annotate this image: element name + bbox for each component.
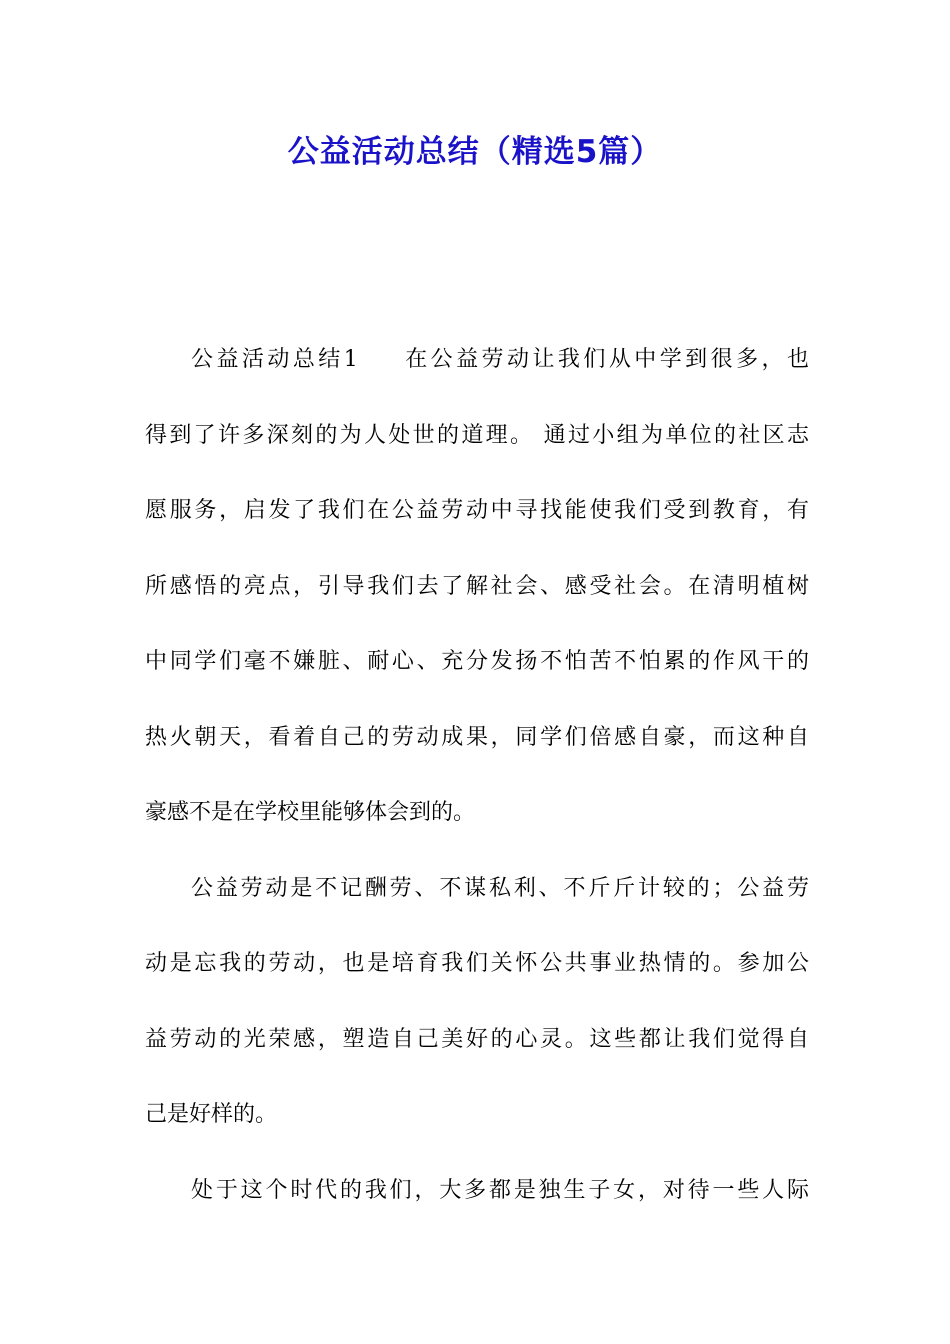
document-title: 公益活动总结（精选5篇） — [287, 134, 663, 170]
text-line — [145, 340, 809, 416]
text-line: 益劳动的光荣感，塑造自己美好的心灵。这些都让我们觉得自 — [145, 1026, 809, 1052]
text-line: 处于这个时代的我们，大多都是独生子女，对待一些人际 — [191, 1177, 809, 1203]
text-line: 己是好样的。 — [145, 1102, 278, 1127]
text-line: 所感悟的亮点，引导我们去了解社会、感受社会。在清明植树 — [145, 573, 809, 599]
text-line: 得到了许多深刻的为人处世的道理。 通过小组为单位的社区志 — [145, 422, 809, 448]
text-line: 公益劳动是不记酬劳、不谋私利、不斤斤计较的；公益劳 — [191, 875, 809, 901]
text-line: 愿服务，启发了我们在公益劳动中寻找能使我们受到教育，有 — [145, 498, 809, 523]
section-heading: 公益活动总结1 — [191, 347, 358, 372]
text-line: 豪感不是在学校里能够体会到的。 — [145, 800, 476, 825]
text-line: 中同学们毫不嫌脏、耐心、充分发扬不怕苦不怕累的作风干的 — [145, 649, 809, 674]
text-run: 在公益劳动让我们从中学到很多，也 — [401, 347, 809, 372]
text-line: 动是忘我的劳动，也是培育我们关怀公共事业热情的。参加公 — [145, 951, 809, 976]
text-line: 热火朝天，看着自己的劳动成果，同学们倍感自豪，而这种自 — [145, 724, 809, 750]
document-body — [145, 340, 809, 1246]
